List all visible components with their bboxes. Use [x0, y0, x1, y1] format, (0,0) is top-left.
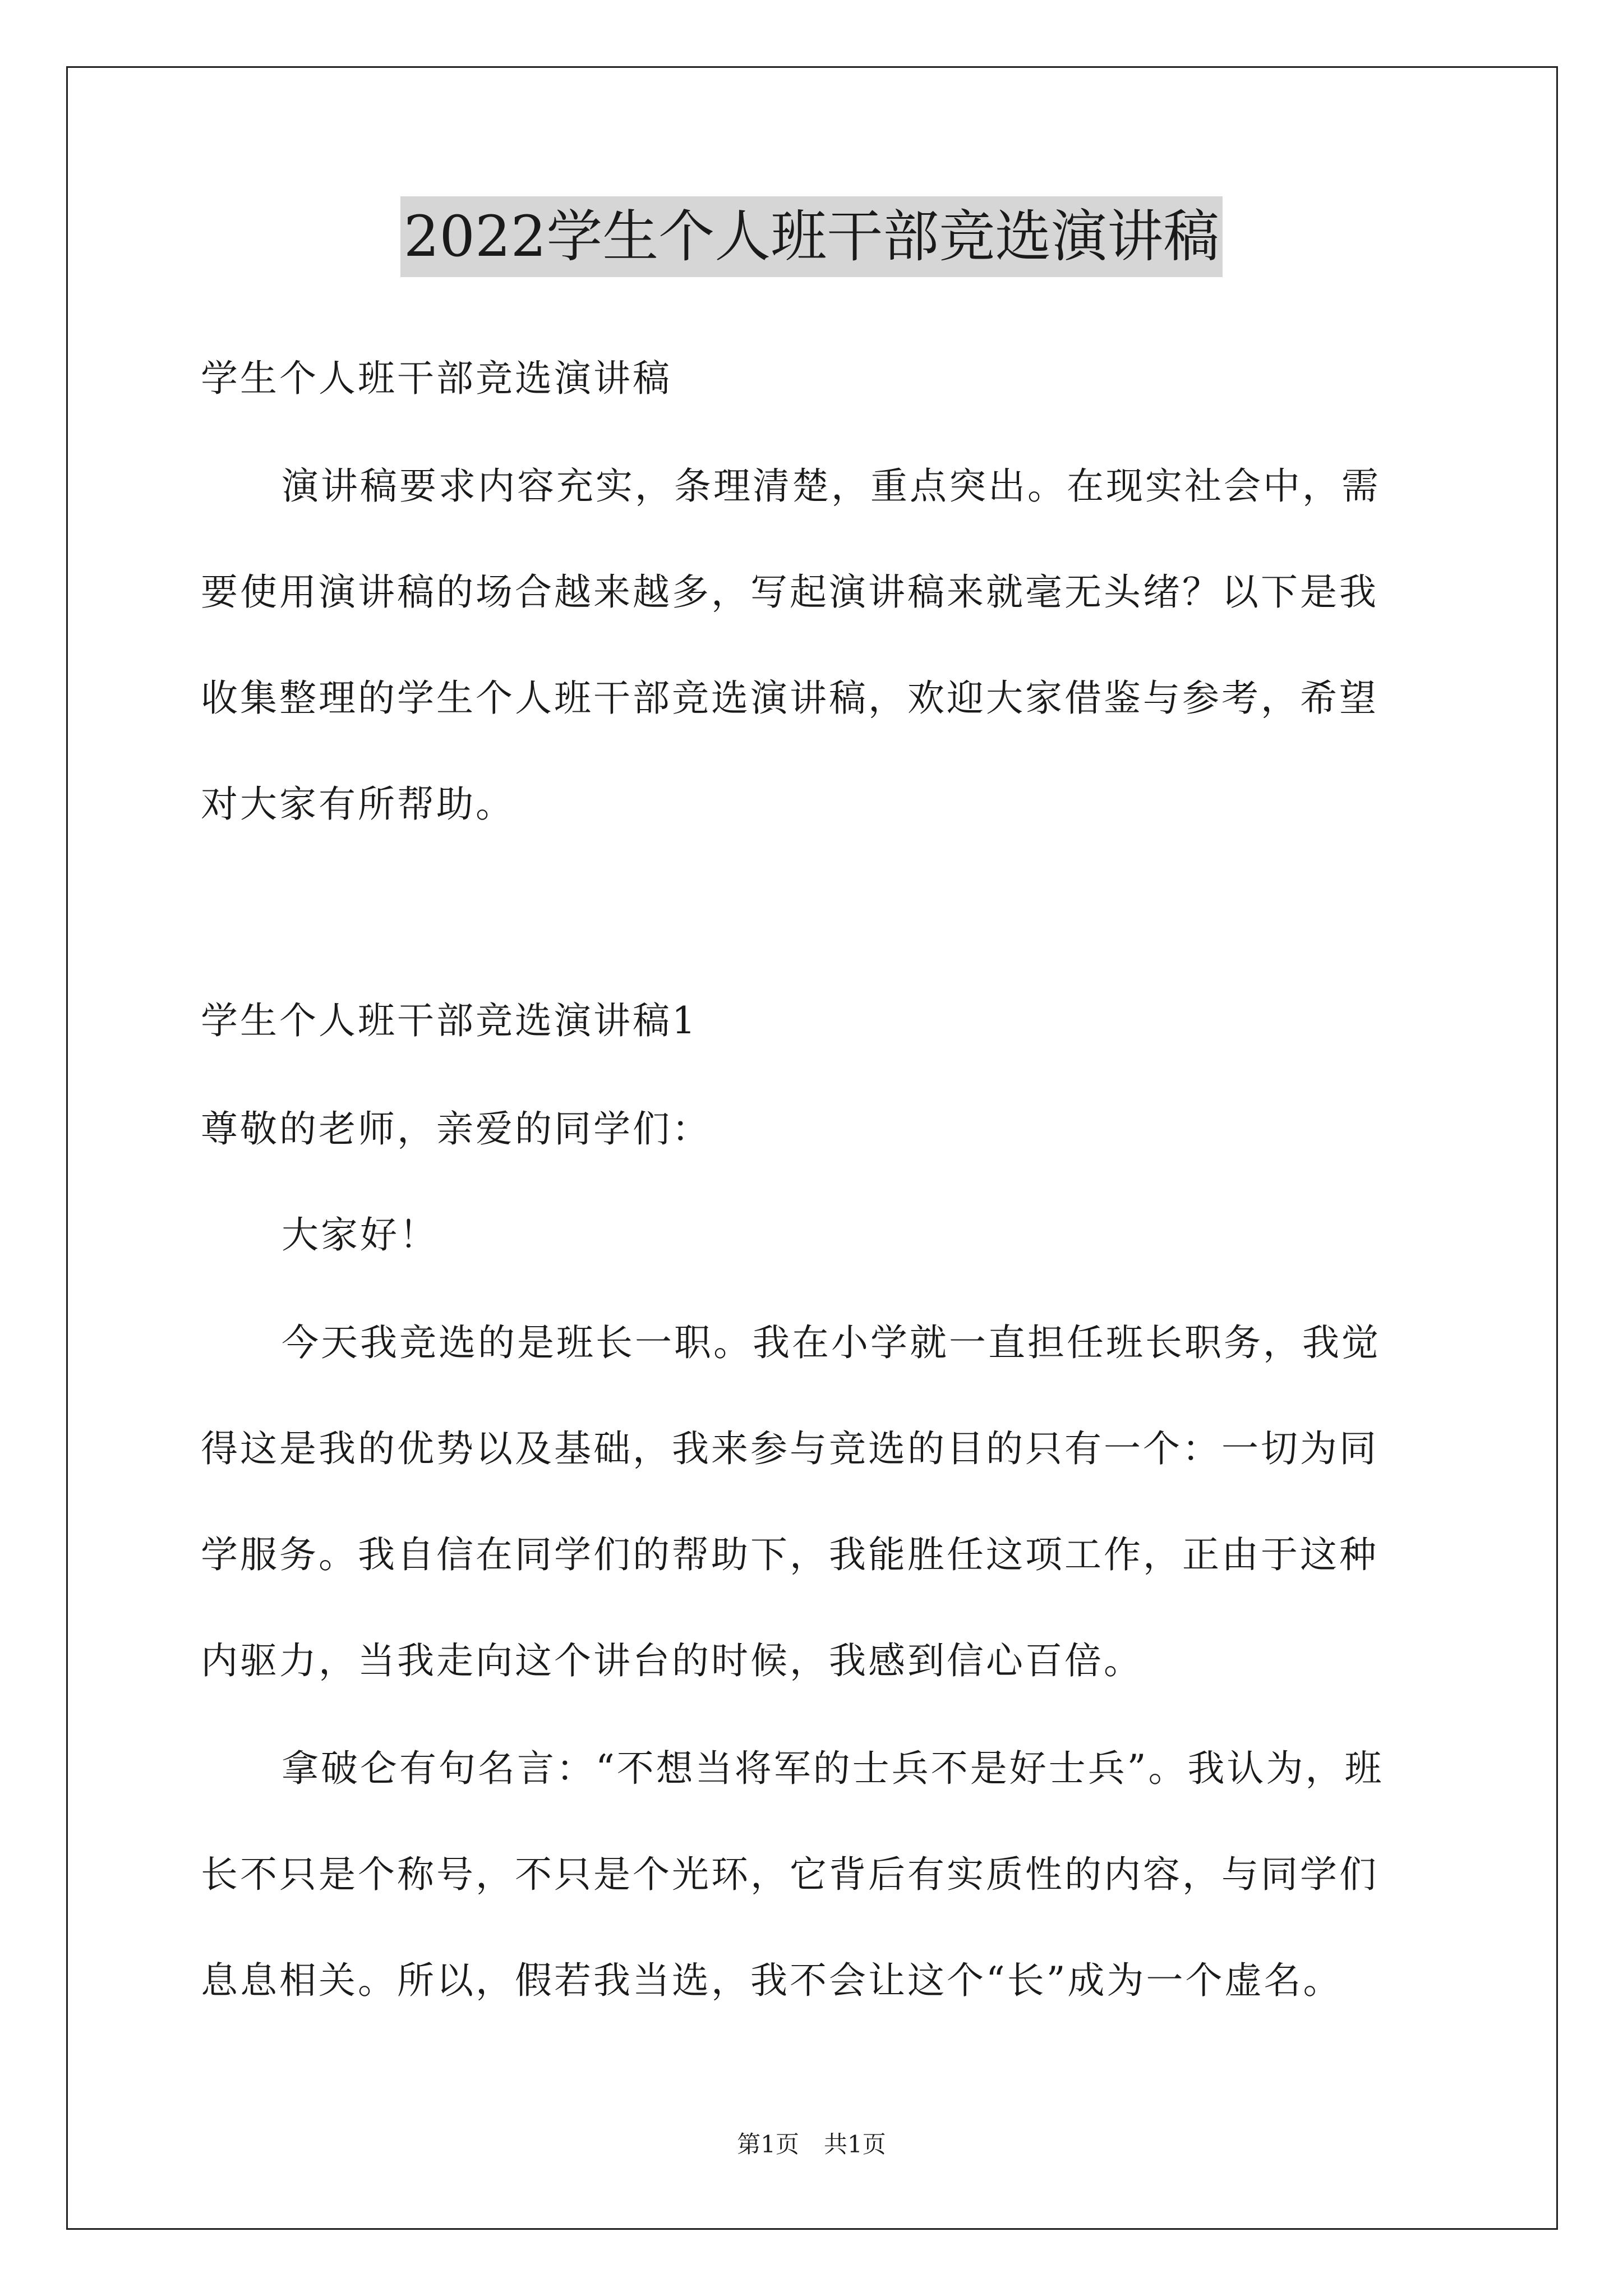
salutation: 尊敬的老师，亲爱的同学们：	[201, 1107, 711, 1151]
document-subtitle: 学生个人班干部竞选演讲稿	[201, 357, 672, 400]
greeting: 大家好！	[282, 1213, 439, 1257]
intro-line: 要使用演讲稿的场合越来越多，写起演讲稿来就毫无头绪？以下是我	[201, 570, 1378, 614]
intro-line: 演讲稿要求内容充实，条理清楚，重点突出。在现实社会中，需	[282, 464, 1381, 508]
paragraph-line: 拿破仑有句名言：“不想当将军的士兵不是好士兵”。我认为，班	[282, 1747, 1384, 1790]
page-count: 共1页	[824, 2131, 886, 2158]
paragraph-line: 学服务。我自信在同学们的帮助下，我能胜任这项工作，正由于这种	[201, 1533, 1378, 1576]
paragraph-line: 今天我竞选的是班长一职。我在小学就一直担任班长职务，我觉	[282, 1321, 1381, 1364]
section-heading: 学生个人班干部竞选演讲稿1	[201, 999, 698, 1042]
intro-line: 收集整理的学生个人班干部竞选演讲稿，欢迎大家借鉴与参考，希望	[201, 677, 1378, 720]
paragraph-line: 息息相关。所以，假若我当选，我不会让这个“长”成为一个虚名。	[201, 1959, 1343, 2002]
paragraph-line: 内驱力，当我走向这个讲台的时候，我感到信心百倍。	[201, 1639, 1143, 1682]
title-container	[0, 196, 1623, 277]
paragraph-line: 得这是我的优势以及基础，我来参与竞选的目的只有一个：一切为同	[201, 1427, 1378, 1470]
intro-line: 对大家有所帮助。	[201, 783, 515, 826]
page-number: 第1页	[737, 2131, 799, 2158]
page-footer	[0, 2129, 1623, 2160]
document-title: 2022学生个人班干部竞选演讲稿	[400, 196, 1223, 277]
paragraph-line: 长不只是个称号，不只是个光环，它背后有实质性的内容，与同学们	[201, 1853, 1378, 1896]
